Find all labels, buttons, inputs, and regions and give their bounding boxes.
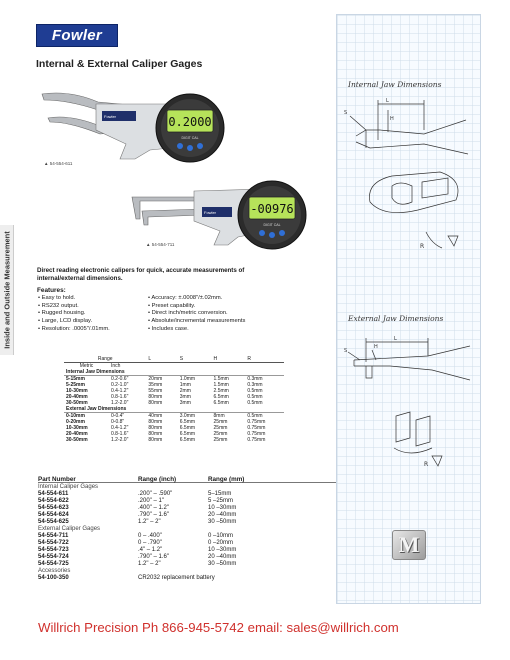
spec-cell: 2.5mm — [213, 388, 229, 394]
spec-cell: 1.5mm — [213, 376, 229, 382]
spec-cell: 5-15mm — [66, 376, 85, 382]
spec-cell: 1.2-2.0" — [111, 437, 129, 443]
fowler-logo — [36, 24, 118, 47]
part-number: 54-554-611 — [38, 491, 69, 497]
part-range: 30 –50mm — [208, 519, 237, 525]
spec-cell: 0.75mm — [247, 431, 266, 437]
features-heading: Features: — [37, 287, 66, 294]
spec-cell: 80mm — [148, 425, 163, 431]
part-number-list — [38, 476, 368, 582]
spec-cell: 5-25mm — [66, 382, 85, 388]
part-range: 1.2" – 2" — [138, 561, 161, 567]
spec-cell: 0.5mm — [247, 388, 263, 394]
part-range: .790" – 1.6" — [138, 512, 169, 518]
part-row — [38, 561, 368, 568]
m-logo-letter: M — [398, 532, 420, 557]
spec-cell: 0.75mm — [247, 425, 266, 431]
internal-gauge-button-2 — [187, 145, 193, 151]
part-range: 30 –50mm — [208, 561, 237, 567]
part-range: 0 – .790" — [138, 540, 162, 546]
parts-header-range-mm: Range (mm) — [208, 476, 245, 483]
internal-caliper-model: 54-554-611 — [49, 161, 73, 166]
internal-diagram-title: Internal Jaw Dimensions — [348, 80, 442, 89]
spec-cell: 0-0.4" — [111, 413, 125, 419]
part-number: 54-554-623 — [38, 505, 69, 511]
external-gauge-button-1 — [259, 230, 265, 236]
spec-cell: 0.5mm — [247, 400, 263, 406]
internal-gauge-brand: Fowler — [104, 114, 117, 119]
parts-group-name: Internal Caliper Gages — [38, 484, 99, 490]
part-number: 54-554-622 — [38, 498, 69, 504]
feature-item: • Direct inch/metric conversion. — [148, 310, 245, 318]
feature-item: • Absolute/incremental measurements — [148, 318, 245, 326]
feature-item: • Preset capability. — [148, 303, 245, 311]
spec-cell: 0-20mm — [66, 419, 85, 425]
feature-item: • Accuracy: ±.0008"/±.02mm. — [148, 295, 245, 303]
spec-cell: 0-0.8" — [111, 419, 125, 425]
jaw-dimensions-table — [64, 356, 284, 443]
part-range: 0 –10mm — [208, 533, 234, 539]
part-row — [38, 554, 368, 561]
spec-cell: 55mm — [148, 388, 163, 394]
external-jaw-diagram — [336, 326, 481, 486]
spec-header-h: H — [212, 356, 246, 363]
spec-cell: 6.5mm — [213, 394, 229, 400]
spec-cell: 0.75mm — [247, 419, 266, 425]
m-logo-icon — [392, 530, 426, 560]
spec-cell: 1mm — [179, 382, 191, 388]
internal-label-h: H — [390, 116, 394, 122]
spec-cell: 6.5mm — [213, 400, 229, 406]
part-row — [38, 575, 368, 582]
internal-label-l: L — [386, 98, 389, 104]
external-label-s: S — [344, 348, 348, 354]
spec-cell: 0.4-1.2" — [111, 388, 129, 394]
spec-cell: 0.3mm — [247, 376, 263, 382]
spec-cell: 80mm — [148, 437, 163, 443]
part-range: .400" – 1.2" — [138, 505, 169, 511]
external-diagram-title: External Jaw Dimensions — [348, 314, 444, 323]
internal-gauge-button-3 — [197, 143, 203, 149]
spec-cell: 1.5mm — [213, 382, 229, 388]
part-row — [38, 505, 368, 512]
part-range: .200" – .590" — [138, 491, 173, 497]
spec-header-s: S — [178, 356, 212, 363]
feature-item: • Rugged housing. — [38, 310, 110, 318]
spec-cell: 30-50mm — [66, 437, 88, 443]
spec-cell: 0.3mm — [247, 382, 263, 388]
spec-cell: 20mm — [148, 376, 163, 382]
part-range: 10 –30mm — [208, 547, 237, 553]
spec-cell: 2mm — [179, 388, 191, 394]
spec-cell: 25mm — [213, 419, 228, 425]
spec-cell: 25mm — [213, 431, 228, 437]
part-row — [38, 519, 368, 526]
part-number: 54-554-722 — [38, 540, 69, 546]
external-gauge-reading: -00976 — [250, 202, 294, 216]
part-row — [38, 540, 368, 547]
spec-cell: 25mm — [213, 437, 228, 443]
external-caliper-caption: ▲ 54-554-711 — [146, 242, 175, 247]
internal-label-s: S — [344, 110, 348, 116]
part-row — [38, 533, 368, 540]
spec-cell: 0.2-1.0" — [111, 382, 129, 388]
spec-cell: 80mm — [148, 431, 163, 437]
spec-cell: 3mm — [179, 400, 191, 406]
spec-header-range: Range — [64, 356, 146, 363]
spec-cell: 6.5mm — [179, 419, 196, 425]
internal-gauge-reading: 0.2000 — [168, 115, 212, 129]
spec-cell: 0.2-0.6" — [111, 376, 129, 382]
parts-group-name: Accessories — [38, 568, 71, 574]
spec-cell: 1.0mm — [179, 376, 196, 382]
part-number: 54-554-723 — [38, 547, 69, 553]
spec-cell: 0.4-1.2" — [111, 425, 129, 431]
internal-caliper-image — [40, 84, 225, 166]
part-number: 54-554-625 — [38, 519, 69, 525]
spec-cell: 80mm — [148, 394, 163, 400]
spec-cell: 0.8-1.6" — [111, 394, 129, 400]
external-gauge-button-2 — [269, 232, 275, 238]
external-gauge-brand: Fowler — [204, 210, 217, 215]
spec-cell: 25mm — [213, 425, 228, 431]
spec-header-l: L — [146, 356, 177, 363]
parts-header-part-number: Part Number — [38, 476, 76, 483]
parts-group-label — [38, 568, 368, 575]
part-number: 54-554-725 — [38, 561, 69, 567]
part-number: 54-554-711 — [38, 533, 69, 539]
spec-cell: 0-10mm — [66, 413, 85, 419]
spec-cell: 80mm — [148, 419, 163, 425]
feature-item: • Large, LCD display. — [38, 318, 110, 326]
side-tab-label: Inside and Outside Measurement — [2, 231, 11, 349]
internal-gauge-button-1 — [177, 143, 183, 149]
spec-cell: 0.8-1.6" — [111, 431, 129, 437]
part-range: 20 –40mm — [208, 512, 237, 518]
part-range: 0 – .400" — [138, 533, 162, 539]
external-label-l: L — [394, 336, 397, 342]
spec-section-title: Internal Jaw Dimensions — [64, 369, 284, 376]
footer-contact: Willrich Precision Ph 866-945-5742 email: sales@willrich.com — [38, 620, 399, 635]
part-range: CR2032 replacement battery — [138, 575, 215, 581]
external-label-r: R — [424, 461, 429, 468]
internal-gauge-name: DIGIT CAL — [181, 136, 199, 140]
spec-subheader-metric: Metric — [79, 363, 94, 369]
internal-caliper-caption: ▲ 54-554-611 — [44, 161, 73, 166]
feature-item: • Includes case. — [148, 326, 245, 334]
spec-cell: 6.5mm — [179, 425, 196, 431]
spec-cell: 8mm — [213, 413, 225, 419]
spec-cell: 35mm — [148, 382, 163, 388]
logo-text: Fowler — [51, 27, 103, 44]
spec-cell: 6.5mm — [179, 431, 196, 437]
external-caliper-model: 54-554-711 — [151, 242, 175, 247]
part-range: 5 –25mm — [208, 498, 234, 504]
feature-item: • Resolution: .0005"/.01mm. — [38, 326, 110, 334]
spec-cell: 20-40mm — [66, 431, 88, 437]
spec-cell: 0.75mm — [247, 437, 266, 443]
spec-cell: 0.5mm — [247, 413, 263, 419]
spec-subheader-inch: Inch — [111, 363, 121, 369]
feature-item: • Easy to hold. — [38, 295, 110, 303]
spec-cell: 20-40mm — [66, 394, 88, 400]
spec-header-r: R — [245, 356, 284, 363]
part-row — [38, 512, 368, 519]
page-title: Internal & External Caliper Gages — [36, 58, 203, 70]
part-row — [38, 547, 368, 554]
internal-jaw-diagram — [336, 90, 481, 265]
part-number: 54-100-350 — [38, 575, 69, 581]
spec-cell: 1.2-2.0" — [111, 400, 129, 406]
spec-cell: 30-50mm — [66, 400, 88, 406]
spec-row — [64, 437, 284, 443]
spec-table-body — [64, 369, 284, 443]
part-row — [38, 498, 368, 505]
external-label-h: H — [374, 344, 378, 350]
spec-cell: 10-30mm — [66, 388, 88, 394]
external-gauge-name: DIGIT CAL — [263, 223, 281, 227]
spec-cell: 40mm — [148, 413, 163, 419]
part-range: .790" – 1.6" — [138, 554, 169, 560]
external-gauge-button-3 — [279, 230, 285, 236]
part-range: .200" – 1" — [138, 498, 164, 504]
part-range: 5–15mm — [208, 491, 232, 497]
spec-section-title: External Jaw Dimensions — [64, 406, 284, 413]
internal-label-r: R — [420, 243, 425, 250]
feature-item: • RS232 output. — [38, 303, 110, 311]
parts-header-range-inch: Range (inch) — [138, 476, 177, 483]
spec-cell: 80mm — [148, 400, 163, 406]
parts-group-label — [38, 526, 368, 533]
spec-cell: 3.0mm — [179, 413, 196, 419]
spec-cell: 10-30mm — [66, 425, 88, 431]
part-range: .4" – 1.2" — [138, 547, 163, 553]
spec-cell: 6.5mm — [179, 437, 196, 443]
features-list-right — [148, 295, 245, 333]
part-number: 54-554-724 — [38, 554, 69, 560]
spec-cell: 0.5mm — [247, 394, 263, 400]
part-number: 54-554-624 — [38, 512, 69, 518]
part-range: 20 –40mm — [208, 554, 237, 560]
parts-group-label — [38, 484, 368, 491]
part-range: 0 –20mm — [208, 540, 234, 546]
spec-cell: 3mm — [179, 394, 191, 400]
part-row — [38, 491, 368, 498]
intro-text: Direct reading electronic calipers for quick, accurate measurements of internal/external dimensions. — [37, 267, 245, 283]
side-tab — [0, 225, 14, 355]
parts-group-name: External Caliper Gages — [38, 526, 101, 532]
parts-header — [38, 476, 368, 483]
features-list-left — [38, 295, 110, 333]
part-range: 1.2" – 2" — [138, 519, 161, 525]
part-range: 10 –30mm — [208, 505, 237, 511]
